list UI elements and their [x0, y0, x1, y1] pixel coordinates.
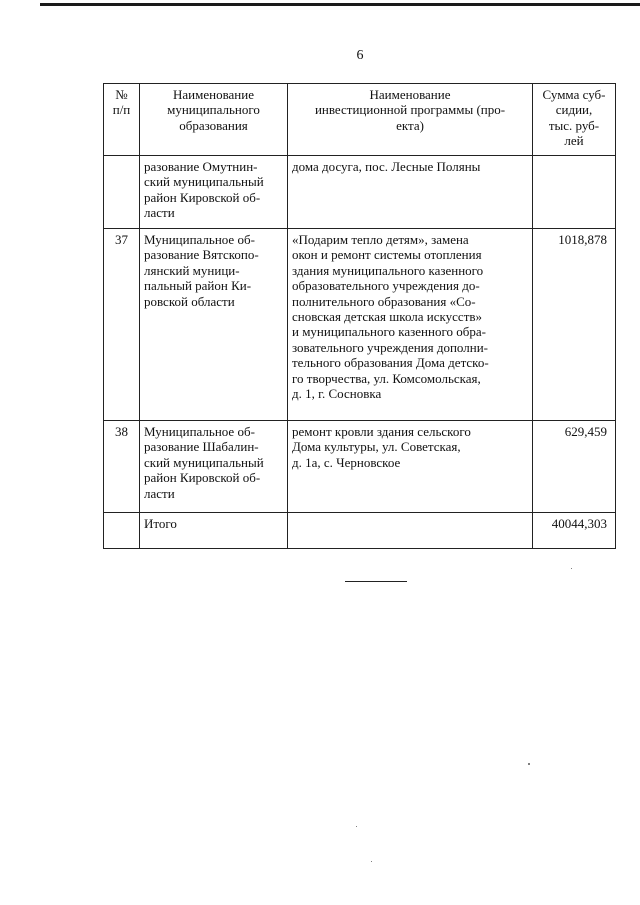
header-number: № п/п	[104, 84, 140, 156]
row-number: 37	[104, 229, 140, 421]
scan-speck	[528, 763, 530, 765]
row-municipality: разование Омутнин- ский муниципальный район Кировской об- ласти	[140, 156, 288, 229]
scan-speck	[371, 861, 372, 862]
row-municipality: Муниципальное об- разование Вятскопо- лянский муници- пальный район Ки- ровской области	[140, 229, 288, 421]
scan-speck	[356, 826, 357, 827]
row-sum: 1018,878	[533, 229, 616, 421]
table-row	[104, 229, 616, 421]
row-number: 38	[104, 421, 140, 513]
subsidy-table	[103, 83, 616, 549]
table-total-row	[104, 513, 616, 549]
total-label: Итого	[140, 513, 288, 549]
total-sum: 40044,303	[533, 513, 616, 549]
row-program: дома досуга, пос. Лесные Поляны	[288, 156, 533, 229]
row-program: ремонт кровли здания сельского Дома культуры, ул. Советская, д. 1а, с. Черновское	[288, 421, 533, 513]
header-program: Наименование инвестиционной программы (про- екта)	[288, 84, 533, 156]
row-program: «Подарим тепло детям», замена окон и ремонт системы отопления здания муниципального казенного образовательного учреждения до- полнительного образования «Со- сновская детская школа искусств» и муниципального казенного обра- зовательного учреждения дополни- тельного образования Дома детско- го творчества, ул. Комсомольская, д. 1, г. Сосновка	[288, 229, 533, 421]
row-sum	[533, 156, 616, 229]
header-municipality: Наименование муниципального образования	[140, 84, 288, 156]
header-sum: Сумма суб- сидии, тыс. руб- лей	[533, 84, 616, 156]
total-number	[104, 513, 140, 549]
table-header-row	[104, 84, 616, 156]
table-row	[104, 421, 616, 513]
row-sum: 629,459	[533, 421, 616, 513]
table-row	[104, 156, 616, 229]
end-separator-line	[345, 581, 407, 582]
row-municipality: Муниципальное об- разование Шабалин- ский муниципальный район Кировской об- ласти	[140, 421, 288, 513]
scan-edge-line	[40, 3, 640, 6]
page-number: 6	[356, 48, 364, 63]
total-program	[288, 513, 533, 549]
row-number	[104, 156, 140, 229]
scan-speck	[571, 568, 572, 569]
